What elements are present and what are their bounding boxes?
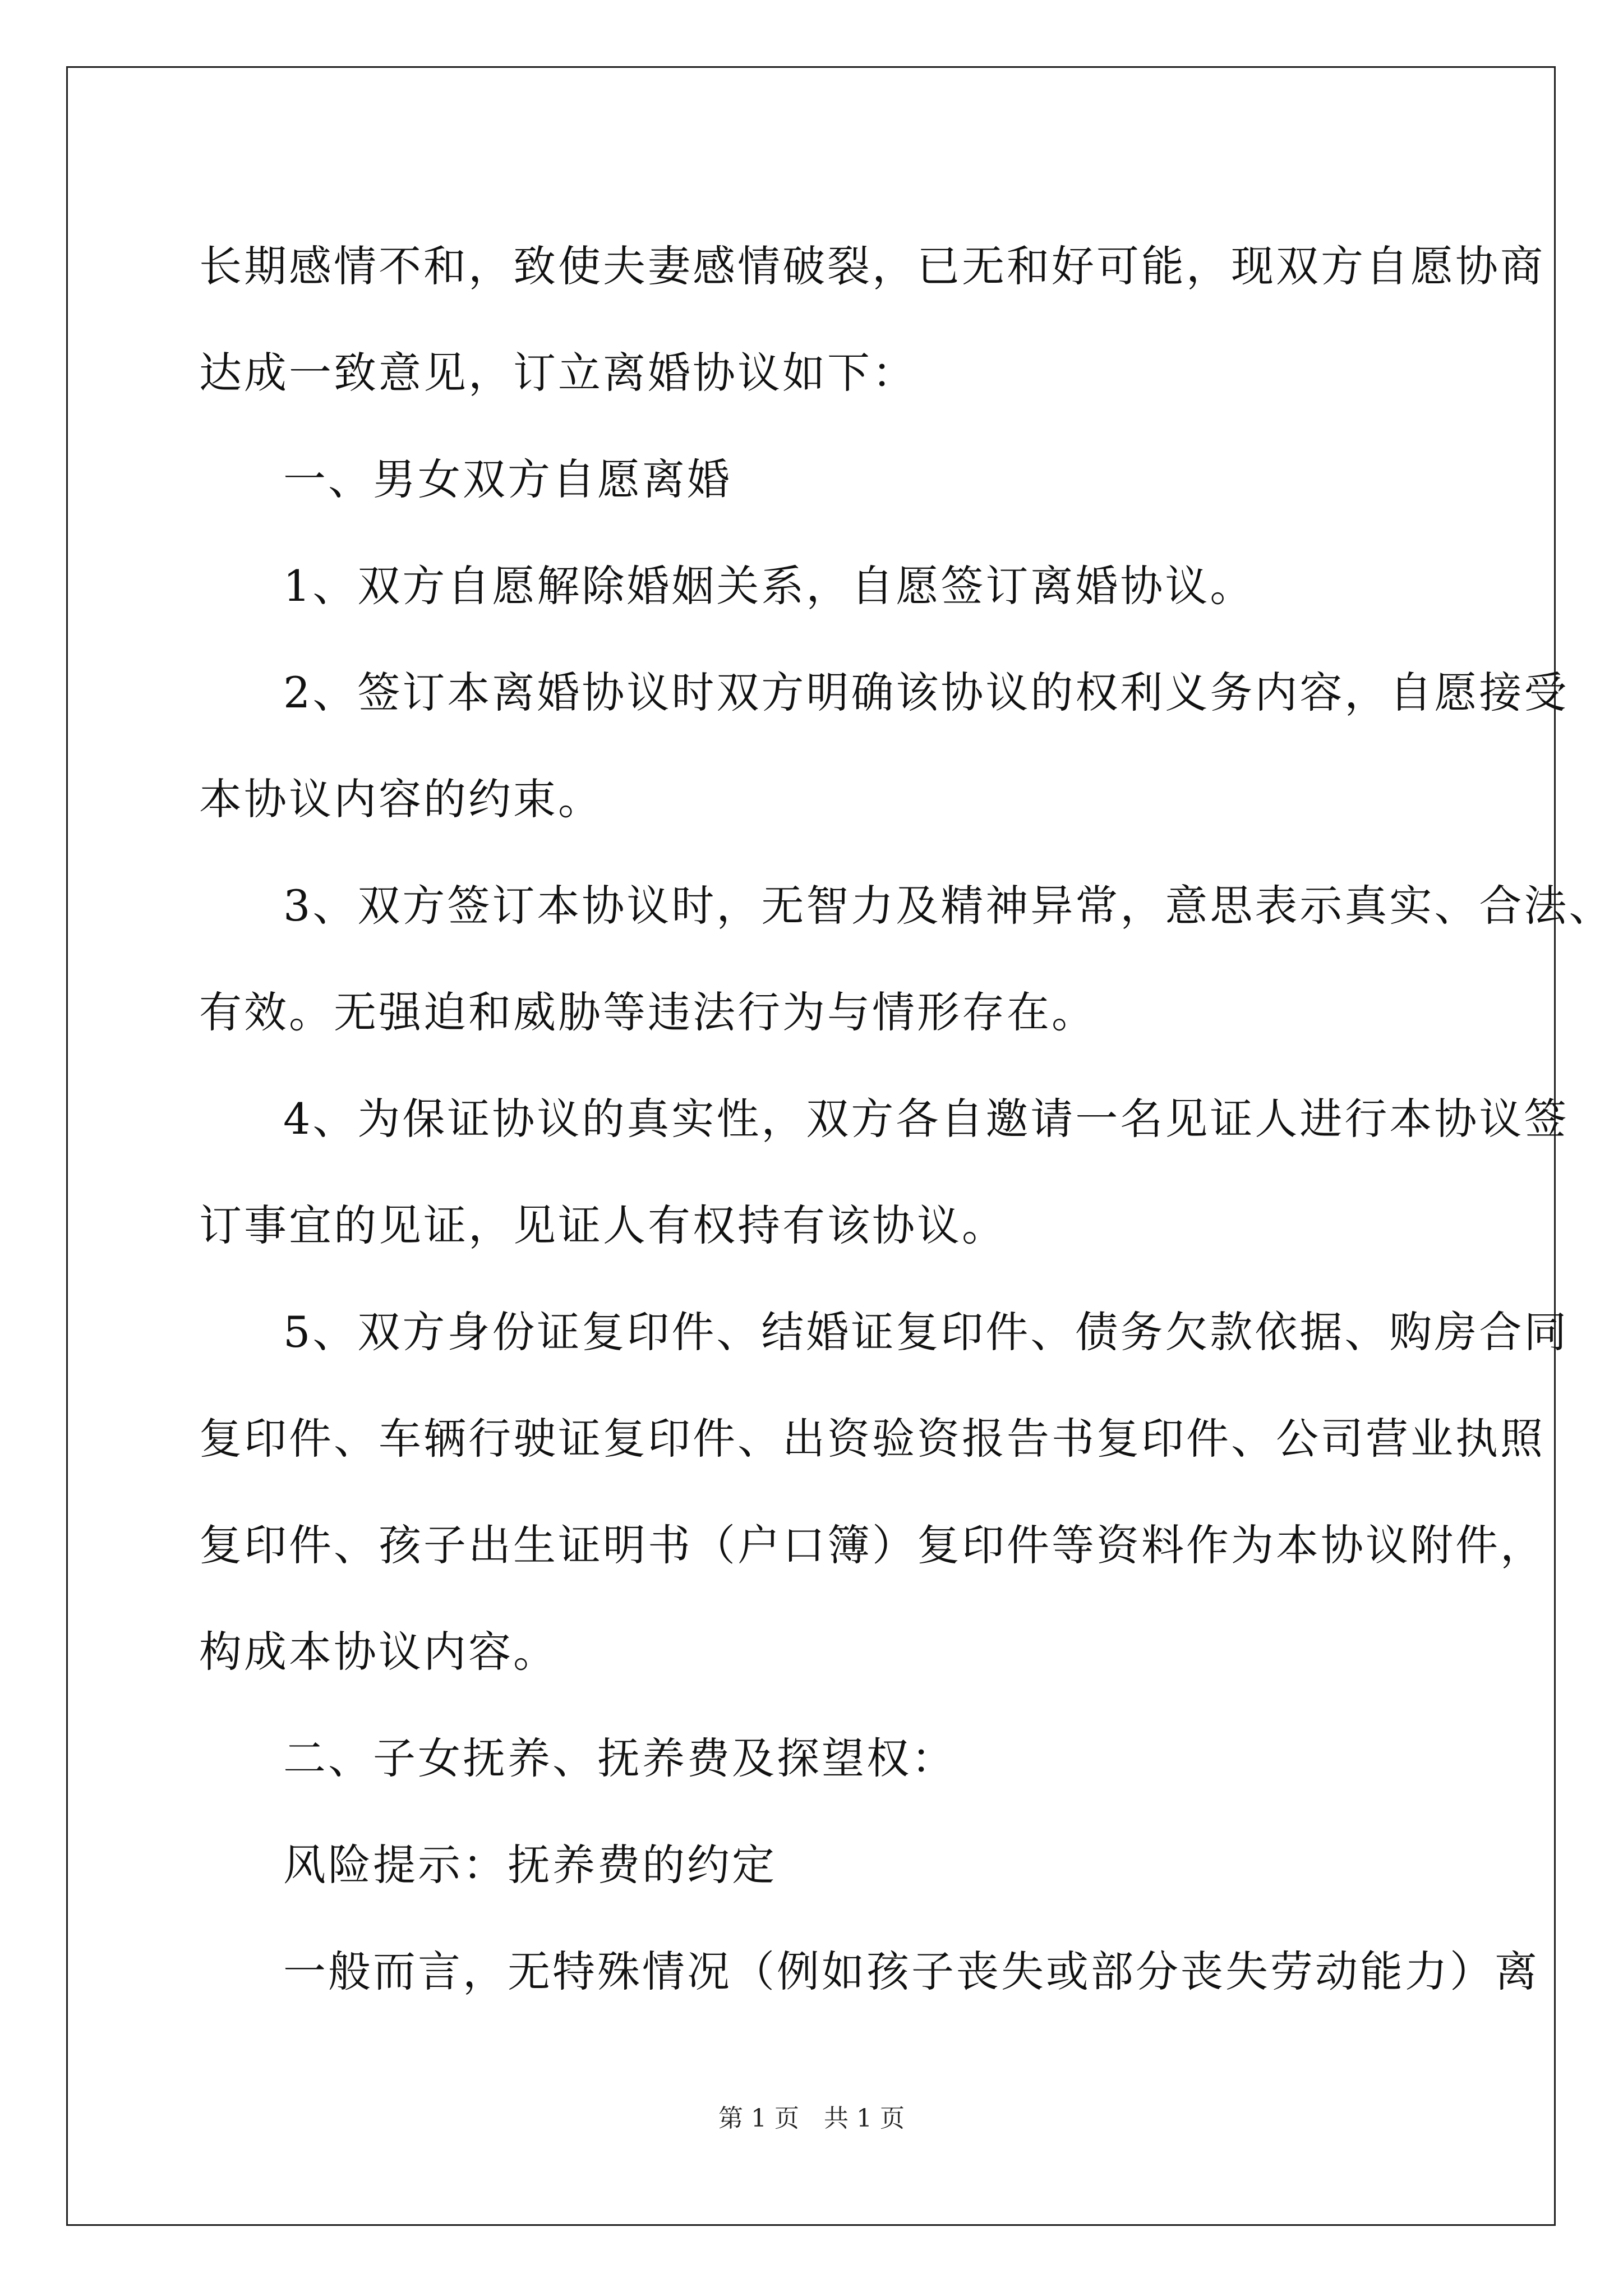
section-heading: 二、子女抚养、抚养费及探望权： (283, 1733, 956, 1783)
text-line: 一般而言，无特殊情况（例如孩子丧失或部分丧失劳动能力）离 (283, 1947, 1539, 1996)
text-line: 复印件、车辆行驶证复印件、出资验资报告书复印件、公司营业执照 (199, 1414, 1545, 1464)
text-line: 4、为保证协议的真实性，双方各自邀请一名见证人进行本协议签 (283, 1094, 1569, 1144)
document-body (199, 213, 1614, 2025)
text-line: 有效。无强迫和威胁等违法行为与情形存在。 (199, 987, 1096, 1037)
text-line: 达成一致意见，订立离婚协议如下： (199, 348, 917, 398)
text-line: 本协议内容的约束。 (199, 774, 603, 824)
text-line: 3、双方签订本协议时，无智力及精神异常，意思表示真实、合法、 (283, 881, 1614, 931)
text-line: 1、双方自愿解除婚姻关系，自愿签订离婚协议。 (283, 561, 1255, 611)
section-heading: 一、男女双方自愿离婚 (283, 454, 732, 504)
text-line: 2、签订本离婚协议时双方明确该协议的权利义务内容，自愿接受 (283, 668, 1569, 717)
text-line: 订事宜的见证，见证人有权持有该协议。 (199, 1200, 1007, 1250)
page-number-footer: 第 1 页 共 1 页 (718, 2104, 905, 2133)
text-line: 构成本协议内容。 (199, 1627, 558, 1677)
text-line: 风险提示：抚养费的约定 (283, 1840, 777, 1890)
text-line: 5、双方身份证复印件、结婚证复印件、债务欠款依据、购房合同 (283, 1307, 1569, 1357)
text-line: 复印件、孩子出生证明书（户口簿）复印件等资料作为本协议附件， (199, 1520, 1545, 1570)
text-line: 长期感情不和，致使夫妻感情破裂，已无和好可能，现双方自愿协商 (199, 241, 1545, 291)
